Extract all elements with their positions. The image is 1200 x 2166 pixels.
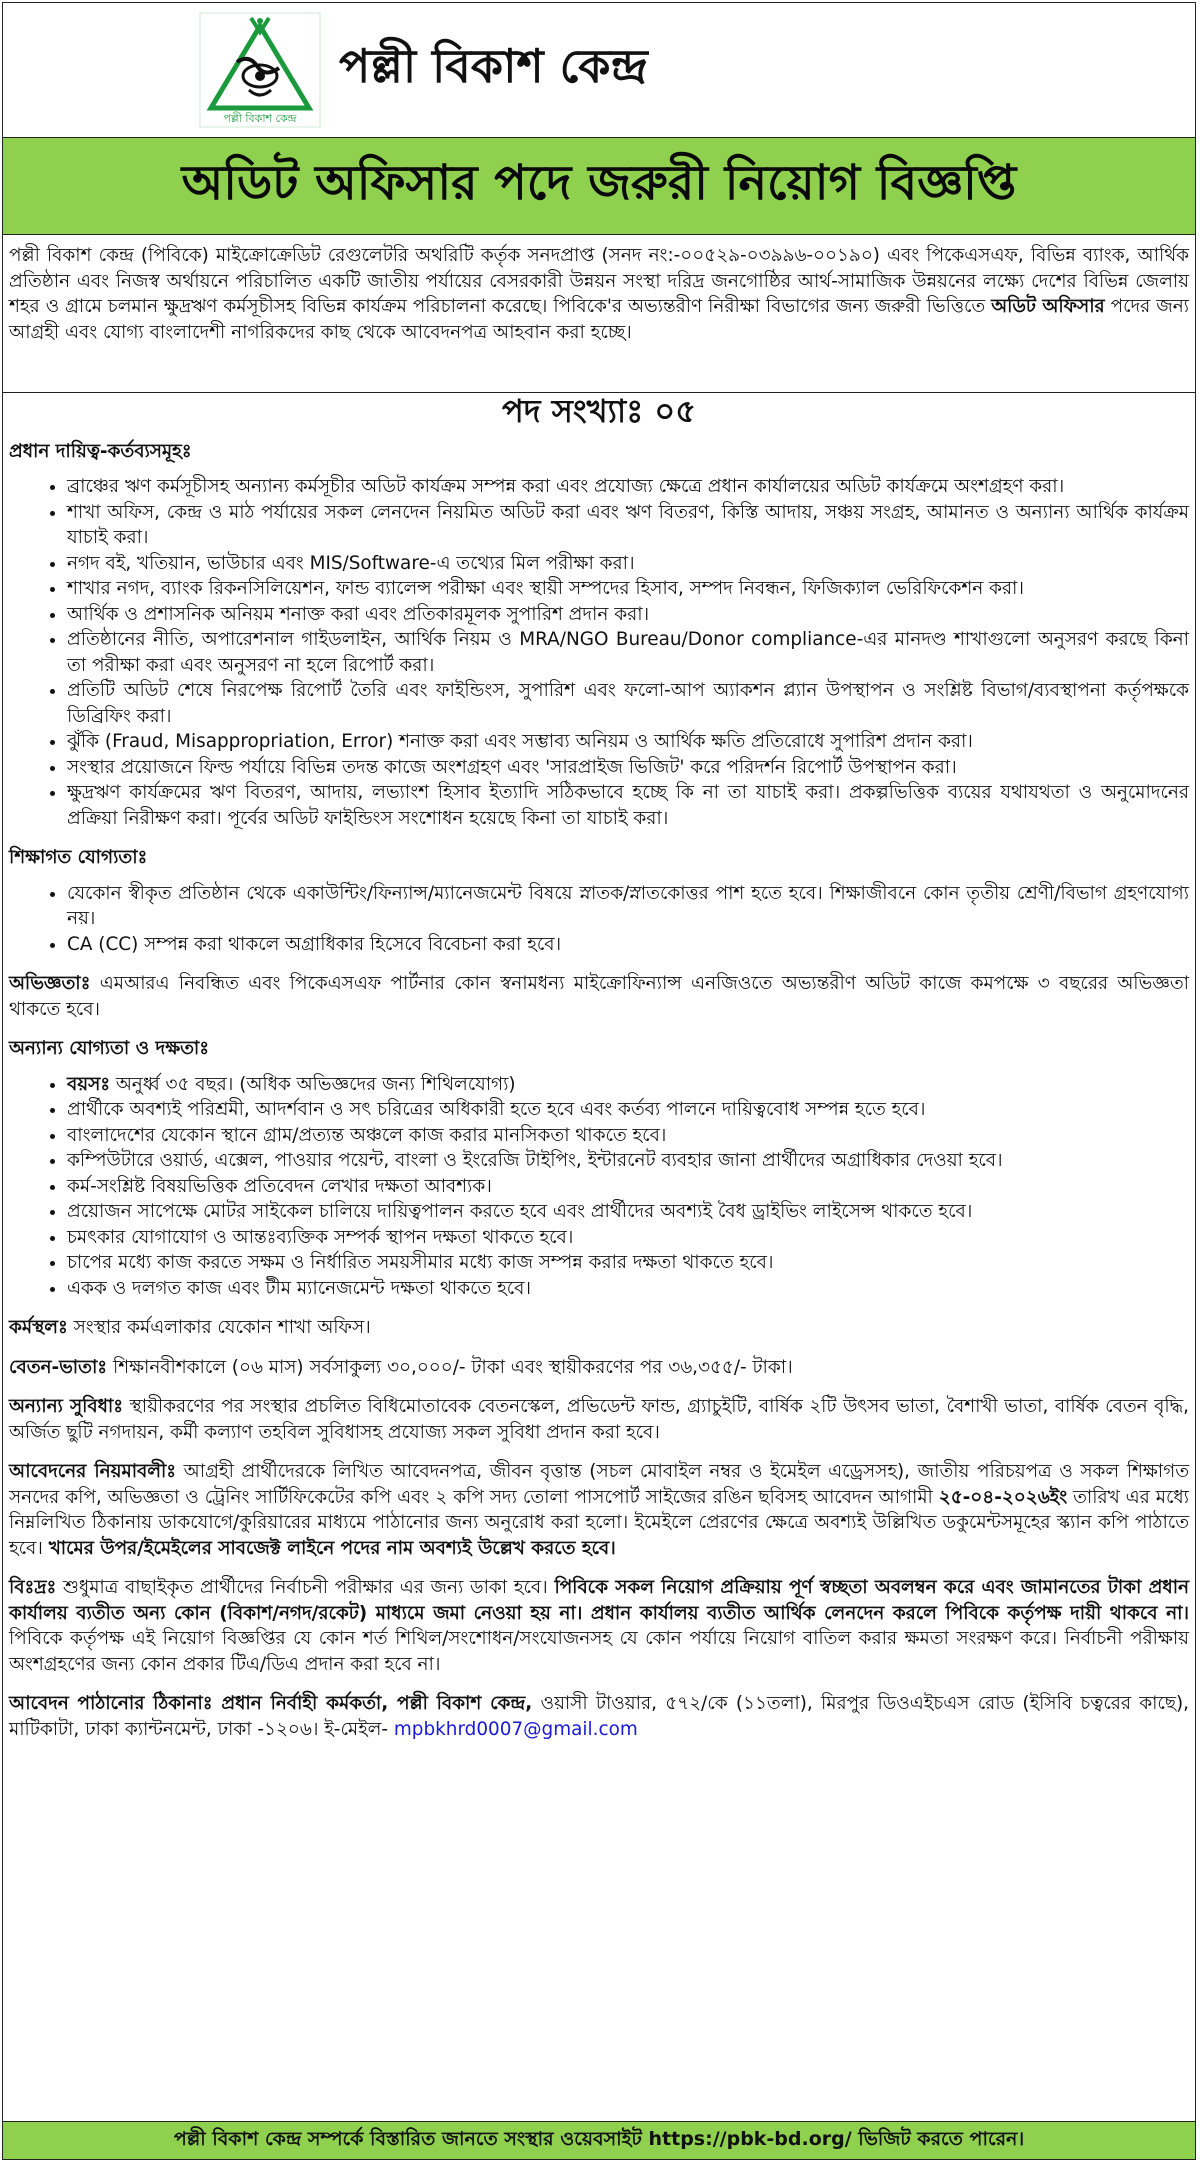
experience-paragraph xyxy=(9,971,1189,1022)
circular-title: অডিট অফিসার পদে জরুরী নিয়োগ বিজ্ঞপ্তি xyxy=(181,154,1017,211)
job-circular-page xyxy=(2,2,1196,2160)
salary-label: বেতন-ভাতাঃ xyxy=(9,1356,108,1378)
title-banner xyxy=(3,138,1195,235)
age-text: অনুর্ধ্ব ৩৫ বছর। (অধিক অভিজ্ঞদের জন্য শিথিলযোগ্য) xyxy=(110,1073,516,1095)
application-text-1: আগ্রহী প্রার্থীদেরকে লিখিত আবেদনপত্র, জীবন বৃত্তান্ত (সচল মোবাইল নম্বর ও ইমেইল এড্রেসসহ), জাতীয় পরিচয়পত্র ও সকল শিক্ষাগত সনদের কপি, অভিজ্ঞতা ও ট্রেনিং সার্টিফিকেটের কপি এবং ২ কপি সদ্য তোলা পাসপোর্ট সাইজের রঙিন ছবিসহ আবেদন আগামী xyxy=(9,1461,1189,1508)
intro-text-2: পদের জন্য আগ্রহী এবং যোগ্য বাংলাদেশী নাগরিকদের কাছ থেকে আবেদনপত্র আহবান করা হচ্ছে। xyxy=(9,296,1190,343)
application-deadline: ২৫-০৪-২০২৬ইং xyxy=(938,1486,1068,1508)
list-item: • প্রতিষ্ঠানের নীতি, অপারেশনাল গাইডলাইন, আর্থিক নিয়ম ও MRA/NGO Bureau/Donor compliance-এর মানদণ্ড শাখাগুলো অনুসরণ করছে কিনা তা পরীক্ষা করা এবং অনুসরণ না হলে রিপোর্ট করা। xyxy=(67,627,1189,678)
list-item: • শাখার নগদ, ব্যাংক রিকনসিলিয়েশন, ফান্ড ব্যালেন্স পরীক্ষা এবং স্থায়ী সম্পদের হিসাব, সম্পদ নিবন্ধন, ফিজিক্যাল ভেরিফিকেশন করা। xyxy=(67,576,1189,602)
list-item: • ঝুঁকি (Fraud, Misappropriation, Error) শনাক্ত করা এবং সম্ভাব্য অনিয়ম ও আর্থিক ক্ষতি প্রতিরোধে সুপারিশ প্রদান করা। xyxy=(67,729,1189,755)
experience-label: অভিজ্ঞতাঃ xyxy=(9,973,91,994)
list-item: • একক ও দলগত কাজ এবং টীম ম্যানেজমেন্ট দক্ষতা থাকতে হবে। xyxy=(67,1276,1189,1302)
list-item: • প্রার্থীকে অবশ্যই পরিশ্রমী, আদর্শবান ও সৎ চরিত্রের অধিকারী হতে হবে এবং কর্তব্য পালনে দায়িত্ববোধ সম্পন্ন হতে হবে। xyxy=(67,1097,1189,1123)
list-item: • CA (CC) সম্পন্ন করা থাকলে অগ্রাধিকার হিসেবে বিবেচনা করা হবে। xyxy=(67,932,1189,958)
intro-text-1: পল্লী বিকাশ কেন্দ্র (পিবিকে) মাইক্রোক্রেডিট রেগুলেটরি অথরিটি কর্তৃক সনদপ্রাপ্ত (সনদ নং:-০০৫২৯-০৩৯৯৬-০০১৯০) এবং পিকেএসএফ, বিভিন্ন ব্যাংক, আর্থিক প্রতিষ্ঠান এবং নিজস্ব অর্থায়নে পরিচালিত একটি জাতীয় পর্যায়ের বেসরকারী উন্নয়ন সংস্থা দরিদ্র জনগোষ্ঠির আর্থ-সামাজিক উন্নয়নের লক্ষ্যে দেশের বিভিন্ন জেলায় শহর ও গ্রামে চলমান ক্ষুদ্রঋণ কর্মসূচীসহ বিভিন্ন কার্যক্রম পরিচালনা করেছে। পিবিকে'র অভ্যন্তরীণ নিরীক্ষা বিভাগের জন্য জরুরী ভিত্তিতে xyxy=(9,245,1189,317)
list-item: • ব্রাঞ্চের ঋণ কর্মসূচীসহ অন্যান্য কর্মসূচীর অডিট কার্যক্রম সম্পন্ন করা এবং প্রযোজ্য ক্ষেত্রে প্রধান কার্যালয়ের অডিট কার্যক্রমে অংশগ্রহণ করা। xyxy=(67,474,1189,500)
list-item-age xyxy=(67,1072,1189,1098)
education-list xyxy=(9,881,1189,958)
duties-title: প্রধান দায়িত্ব-কর্তব্যসমূহঃ xyxy=(9,440,192,462)
experience-text: এমআরএ নিবন্ধিত এবং পিকেএসএফ পার্টনার কোন স্বনামধন্য মাইক্রোফিন্যান্স এনজিওতে অভ্যন্তরীণ অডিট কাজে কমপক্ষে ৩ বছরের অভিজ্ঞতা থাকতে হবে। xyxy=(9,973,1189,1020)
header xyxy=(3,3,1195,138)
intro-position-name: অডিট অফিসার xyxy=(991,296,1105,317)
list-item: • শাখা অফিস, কেন্দ্র ও মাঠ পর্যায়ের সকল লেনদেন নিয়মিত অডিট করা এবং ঋণ বিতরণ, কিস্তি আদায়, সঞ্চয় সংগ্রহ, আমানত ও অন্যান্য আর্থিক কার্যক্রম যাচাই করা। xyxy=(67,500,1189,551)
list-item: • কম্পিউটারে ওয়ার্ড, এক্সেল, পাওয়ার পয়েন্ট, বাংলা ও ইংরেজি টাইপিং, ইন্টারনেট ব্যবহার জানা প্রার্থীদের অগ্রাধিকার দেওয়া হবে। xyxy=(67,1148,1189,1174)
workplace-text: সংস্থার কর্মএলাকার যেকোন শাখা অফিস। xyxy=(67,1317,371,1338)
organization-logo xyxy=(199,12,321,128)
education-title: শিক্ষাগত যোগ্যতাঃ xyxy=(9,847,148,868)
list-item: • যেকোন স্বীকৃত প্রতিষ্ঠান থেকে একাউন্টিং/ফিন্যান্স/ম্যানেজমেন্ট বিষয়ে স্নাতক/স্নাতকোত্তর পাশ হতে হবে। শিক্ষাজীবনে কোন তৃতীয় শ্রেণী/বিভাগ গ্রহণযোগ্য নয়। xyxy=(67,881,1189,932)
application-text-2: তারিখ এর মধ্যে নিম্নলিখিত ঠিকানায় ডাকযোগে/কুরিয়ারের মাধ্যমে পাঠানোর জন্য অনুরোধ করা হলো। ইমেইলে প্রেরণের ক্ষেত্রে অবশ্যই উল্লিখিত ডকুমেন্টসমূহের স্ক্যান কপি পাঠাতে হবে। xyxy=(9,1486,1189,1559)
application-paragraph xyxy=(9,1459,1189,1561)
note-text-2: পিবিকে কর্তৃপক্ষ এই নিয়োগ বিজ্ঞপ্তির যে কোন শর্ত শিথিল/সংশোধন/সংযোজনসহ যে কোন পর্যায়ে নিয়োগ বাতিল করার ক্ষমতা সংরক্ষণ করে। নির্বাচনী পরীক্ষায় অংশগ্রহণের জন্য কোন প্রকার টিএ/ডিএ প্রদান করা হবে না। xyxy=(9,1628,1189,1675)
other-skills-list xyxy=(9,1072,1189,1302)
intro-paragraph xyxy=(3,235,1195,393)
other-skills-title: অন্যান্য যোগ্যতা ও দক্ষতাঃ xyxy=(9,1038,210,1059)
note-label: বিঃদ্রঃ xyxy=(9,1577,57,1598)
svg-text:পল্লী বিকাশ কেন্দ্র: পল্লী বিকাশ কেন্দ্র xyxy=(223,112,297,125)
note-bold-warning: পিবিকে সকল নিয়োগ প্রক্রিয়ায় পূর্ণ স্বচ্ছতা অবলম্বন করে এবং জামানতের টাকা প্রধান কার্যালয় ব্যতীত অন্য কোন (বিকাশ/নগদ/রকেট) মাধ্যমে জমা নেওয়া হয় না। প্রধান কার্যালয় ব্যতীত আর্থিক লেনদেন করলে পিবিকে কর্তৃপক্ষ দায়ী থাকবে না। xyxy=(9,1577,1190,1624)
duties-list xyxy=(9,474,1189,831)
address-label: আবেদন পাঠানোর ঠিকানাঃ প্রধান নির্বাহী কর্মকর্তা, পল্লী বিকাশ কেন্দ্র, xyxy=(9,1693,533,1714)
benefits-paragraph xyxy=(9,1394,1189,1445)
note-text-1: শুধুমাত্র বাছাইকৃত প্রার্থীদের নির্বাচনী পরীক্ষার এর জন্য ডাকা হবে। xyxy=(56,1577,555,1598)
footer-banner: পল্লী বিকাশ কেন্দ্র সম্পর্কে বিস্তারিত জানতে সংস্থার ওয়েবসাইট https://pbk-bd.org/ ভিজিট করতে পারেন। xyxy=(3,2121,1195,2159)
list-item: • কর্ম-সংশ্লিষ্ট বিষয়ভিত্তিক প্রতিবেদন লেখার দক্ষতা আবশ্যক। xyxy=(67,1174,1189,1200)
application-subject-note: খামের উপর/ইমেইলের সাবজেক্ট লাইনে পদের নাম অবশ্যই উল্লেখ করতে হবে। xyxy=(48,1537,616,1559)
workplace-paragraph xyxy=(9,1315,1189,1341)
workplace-label: কর্মস্থলঃ xyxy=(9,1317,68,1338)
salary-text: শিক্ষানবীশকালে (০৬ মাস) সর্বসাকুল্য ৩০,০০০/- টাকা এবং স্থায়ীকরণের পর ৩৬,৩৫৫/- টাকা। xyxy=(107,1356,793,1378)
list-item: • প্রয়োজন সাপেক্ষে মোটর সাইকেল চালিয়ে দায়িত্বপালন করতে হবে এবং প্রার্থীদের অবশ্যই বৈধ ড্রাইভিং লাইসেন্স থাকতে হবে। xyxy=(67,1199,1189,1225)
list-item: • আর্থিক ও প্রশাসনিক অনিয়ম শনাক্ত করা এবং প্রতিকারমূলক সুপারিশ প্রদান করা। xyxy=(67,602,1189,628)
list-item: • ক্ষুদ্রঋণ কার্যক্রমের ঋণ বিতরণ, আদায়, লভ্যাংশ হিসাব ইত্যাদি সঠিকভাবে হচ্ছে কি না তা যাচাই করা। প্রকল্পভিত্তিক ব্যয়ের যথাযথতা ও অনুমোদনের প্রক্রিয়া নিরীক্ষণ করা। পূর্বের অডিট ফাইন্ডিংস সংশোধন হয়েছে কিনা তা যাচাই করা। xyxy=(67,780,1189,831)
age-label: বয়সঃ xyxy=(67,1073,111,1095)
list-item: • চাপের মধ্যে কাজ করতে সক্ষম ও নির্ধারিত সময়সীমার মধ্যে কাজ সম্পন্ন করার দক্ষতা থাকতে হবে। xyxy=(67,1250,1189,1276)
list-item: • বাংলাদেশের যেকোন স্থানে গ্রাম/প্রত্যন্ত অঞ্চলে কাজ করার মানসিকতা থাকতে হবে। xyxy=(67,1123,1189,1149)
address-paragraph xyxy=(9,1691,1189,1742)
list-item: • চমৎকার যোগাযোগ ও আন্তঃব্যক্তিক সম্পর্ক স্থাপন দক্ষতা থাকতে হবে। xyxy=(67,1225,1189,1251)
email-link[interactable]: mpbkhrd0007@gmail.com xyxy=(393,1718,638,1740)
salary-paragraph xyxy=(9,1355,1189,1381)
benefits-text: স্থায়ীকরণের পর সংস্থার প্রচলিত বিধিমোতাবেক বেতনস্কেল, প্রভিডেন্ট ফান্ড, গ্র্যাচুইটি, বার্ষিক ২টি উৎসব ভাতা, বৈশাখী ভাতা, বার্ষিক বেতন বৃদ্ধি, অর্জিত ছুটি নগদায়ন, কর্মী কল্যাণ তহবিল সুবিধাসহ প্রযোজ্য সকল সুবিধা প্রদান করা হবে। xyxy=(9,1396,1189,1443)
benefits-label: অন্যান্য সুবিধাঃ xyxy=(9,1396,124,1417)
list-item: • প্রতিটি অডিট শেষে নিরপেক্ষ রিপোর্ট তৈরি এবং ফাইন্ডিংস, সুপারিশ এবং ফলো-আপ অ্যাকশন প্ল্যান উপস্থাপন ও সংশ্লিষ্ট বিভাগ/ব্যবস্থাপনা কর্তৃপক্ষকে ডিব্রিফিং করা। xyxy=(67,678,1189,729)
post-count: পদ সংখ্যাঃ ০৫ xyxy=(502,392,696,430)
organization-name: পল্লী বিকাশ কেন্দ্র xyxy=(339,39,648,93)
list-item: • সংস্থার প্রয়োজনে ফিল্ড পর্যায়ে বিভিন্ন তদন্ত কাজে অংশগ্রহণ এবং 'সারপ্রাইজ ভিজিট' করে পরিদর্শন রিপোর্ট উপস্থাপন করা। xyxy=(67,755,1189,781)
circular-body xyxy=(3,392,1195,1742)
note-paragraph xyxy=(9,1575,1189,1677)
application-label: আবেদনের নিয়মাবলীঃ xyxy=(9,1461,177,1482)
list-item: • নগদ বই, খতিয়ান, ভাউচার এবং MIS/Software-এ তথ্যের মিল পরীক্ষা করা। xyxy=(67,551,1189,577)
address-text: ওয়াসী টাওয়ার, ৫৭২/কে (১১তলা), মিরপুর ডিওএইচএস রোড (ইসিবি চত্বরের কাছে), মাটিকাটা, ঢাকা ক্যান্টনমেন্ট, ঢাকা -১২০৬। ই-মেইল- xyxy=(9,1693,1189,1740)
